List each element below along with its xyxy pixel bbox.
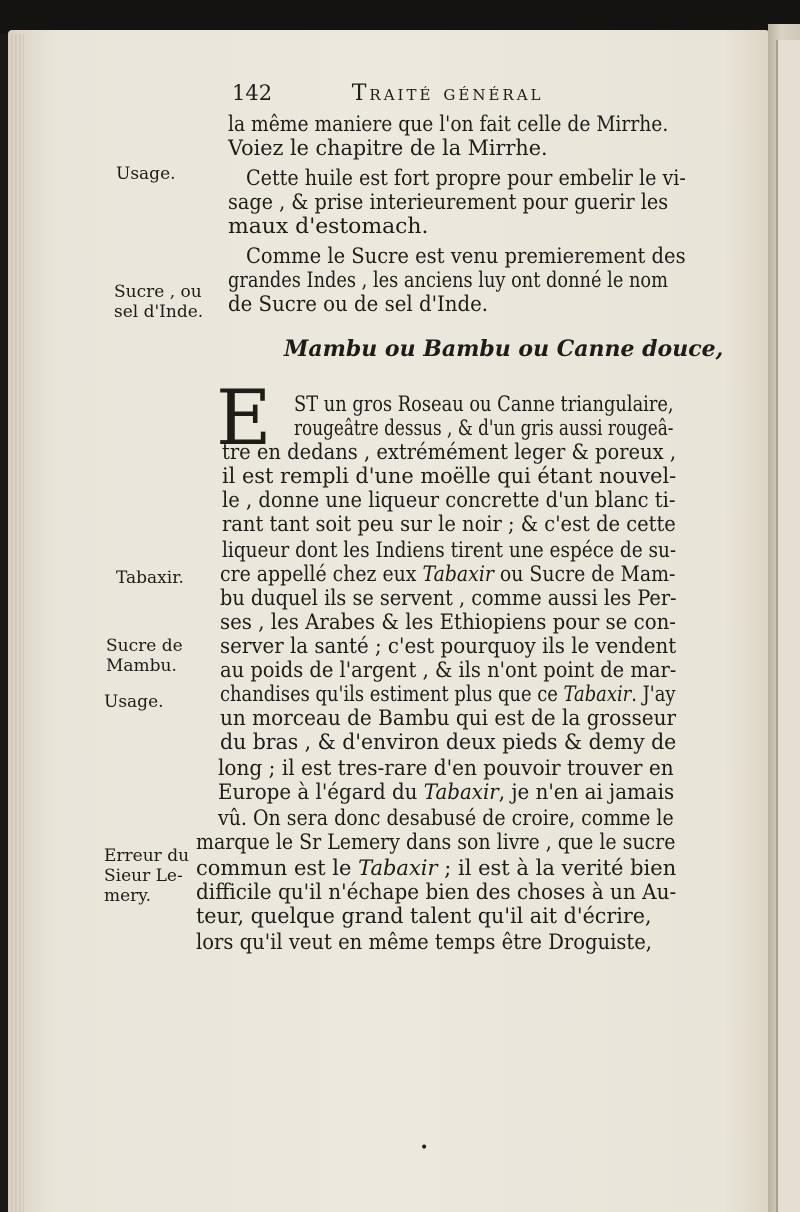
line-segment: au poids de l'argent , & ils n'ont point de mar- bbox=[220, 658, 677, 682]
section-heading: Mambu ou Bambu ou Canne douce, bbox=[284, 336, 724, 362]
margin-note-line: Usage. bbox=[104, 692, 164, 712]
body-line bbox=[222, 464, 676, 488]
body-line bbox=[196, 856, 676, 880]
margin-note-line: Tabaxir. bbox=[116, 568, 184, 588]
body-line bbox=[220, 730, 676, 754]
body-line bbox=[222, 488, 675, 512]
body-line bbox=[196, 830, 675, 854]
margin-note-tabaxir bbox=[116, 568, 184, 588]
page-stack-edge bbox=[8, 34, 24, 1212]
line-segment: vû. On sera donc desabusé de croire, comme le bbox=[218, 806, 674, 830]
body-line bbox=[222, 440, 676, 464]
running-title: Traité général bbox=[351, 81, 544, 106]
margin-note-line: mery. bbox=[104, 886, 152, 906]
line-segment: teur, quelque grand talent qu'il ait d'écrire, bbox=[196, 904, 652, 928]
line-segment: de Sucre ou de sel d'Inde. bbox=[228, 292, 489, 316]
line-segment: ses , les Arabes & les Ethiopiens pour se con- bbox=[220, 610, 676, 634]
body-line bbox=[228, 190, 668, 214]
margin-note-usage-1 bbox=[116, 164, 176, 184]
line-segment: du bras , & d'environ deux pieds & demy de bbox=[220, 730, 677, 754]
body-line bbox=[218, 780, 674, 804]
line-segment: liqueur dont les Indiens tirent une espéce de su- bbox=[222, 538, 677, 562]
body-line bbox=[218, 756, 674, 780]
ink-dot: • bbox=[420, 1140, 429, 1156]
line-segment: un morceau de Bambu qui est de la grosseur bbox=[220, 706, 677, 730]
drop-cap: E bbox=[216, 373, 272, 462]
body-line bbox=[220, 658, 676, 682]
margin-note-sucre-mambu bbox=[106, 636, 183, 676]
line-segment: Comme le Sucre est venu premierement des bbox=[246, 244, 686, 268]
facing-page-leaf bbox=[776, 40, 800, 1212]
margin-note-line: Sucre , ou bbox=[114, 282, 202, 302]
line-segment: commun est le bbox=[196, 856, 359, 880]
body-line bbox=[220, 610, 676, 634]
line-segment: ; il est à la verité bien bbox=[437, 856, 677, 880]
body-line bbox=[220, 634, 676, 658]
margin-note-line: sel d'Inde. bbox=[114, 302, 204, 322]
line-segment: cre appellé chez eux bbox=[220, 562, 423, 586]
body-line bbox=[218, 806, 674, 830]
margin-note-usage-2 bbox=[104, 692, 164, 712]
body-line bbox=[294, 416, 673, 440]
body-line bbox=[196, 930, 652, 954]
line-segment: . J'ay bbox=[631, 682, 676, 706]
italic-term: Tabaxir bbox=[563, 682, 632, 706]
line-segment: difficile qu'il n'échape bien des choses à un Au- bbox=[196, 880, 677, 904]
margin-note-line: Mambu. bbox=[106, 656, 177, 676]
page-number: 142 bbox=[232, 81, 273, 105]
body-line bbox=[246, 244, 686, 268]
scan-background bbox=[0, 0, 800, 34]
line-segment: tre en dedans , extrémément leger & poreux , bbox=[222, 440, 677, 464]
italic-term: Tabaxir bbox=[422, 562, 494, 586]
body-line bbox=[222, 512, 676, 536]
body-line bbox=[246, 166, 686, 190]
body-line bbox=[220, 562, 675, 586]
margin-note-line: Sieur Le- bbox=[104, 866, 183, 886]
line-segment: , je n'en ai jamais bbox=[498, 780, 675, 804]
line-segment: rant tant soit peu sur le noir ; & c'est de cette bbox=[222, 512, 676, 536]
body-line bbox=[228, 112, 668, 136]
margin-note-sucre-inde bbox=[114, 282, 203, 322]
line-segment: chandises qu'ils estiment plus que ce bbox=[220, 682, 564, 706]
line-segment: Cette huile est fort propre pour embelir le vi- bbox=[246, 166, 686, 190]
line-segment: ST un gros Roseau ou Canne triangulaire, bbox=[294, 392, 674, 416]
line-segment: la même maniere que l'on fait celle de Mirrhe. bbox=[228, 112, 669, 136]
line-segment: le , donne une liqueur concrette d'un blanc ti- bbox=[222, 488, 676, 512]
body-line bbox=[228, 268, 668, 292]
line-segment: server la santé ; c'est pourquoy ils le vendent bbox=[220, 634, 677, 658]
body-line bbox=[220, 586, 677, 610]
line-segment: il est rempli d'une moëlle qui étant nouvel- bbox=[222, 464, 677, 488]
italic-term: Tabaxir bbox=[358, 856, 438, 880]
body-line bbox=[228, 214, 428, 238]
margin-note-line: Erreur du bbox=[104, 846, 190, 866]
line-segment: long ; il est tres-rare d'en pouvoir trouver en bbox=[218, 756, 674, 780]
line-segment: Europe à l'égard du bbox=[218, 780, 424, 804]
body-line bbox=[220, 706, 676, 730]
body-line bbox=[196, 880, 676, 904]
line-segment: marque le Sr Lemery dans son livre , que le sucre bbox=[196, 830, 676, 854]
line-segment: maux d'estomach. bbox=[228, 214, 429, 238]
running-head bbox=[232, 78, 652, 106]
body-line bbox=[294, 392, 674, 416]
line-segment: ou Sucre de Mam- bbox=[493, 562, 676, 586]
body-line bbox=[222, 538, 676, 562]
body-line bbox=[228, 292, 488, 316]
body-line bbox=[228, 136, 548, 160]
italic-term: Tabaxir bbox=[423, 780, 499, 804]
margin-note-line: Sucre de bbox=[106, 636, 183, 656]
margin-note-erreur bbox=[104, 846, 189, 906]
margin-note-line: Usage. bbox=[116, 164, 176, 184]
body-line bbox=[196, 904, 652, 928]
line-segment: bu duquel ils se servent , comme aussi les Per- bbox=[220, 586, 677, 610]
line-segment: sage , & prise interieurement pour guerir les bbox=[228, 190, 669, 214]
line-segment: Voiez le chapitre de la Mirrhe. bbox=[228, 136, 548, 160]
line-segment: lors qu'il veut en même temps être Droguiste, bbox=[196, 930, 653, 954]
line-segment: grandes Indes , les anciens luy ont donné le nom bbox=[228, 268, 668, 292]
line-segment: rougeâtre dessus , & d'un gris aussi rougeâ- bbox=[294, 416, 674, 440]
body-line bbox=[220, 682, 675, 706]
